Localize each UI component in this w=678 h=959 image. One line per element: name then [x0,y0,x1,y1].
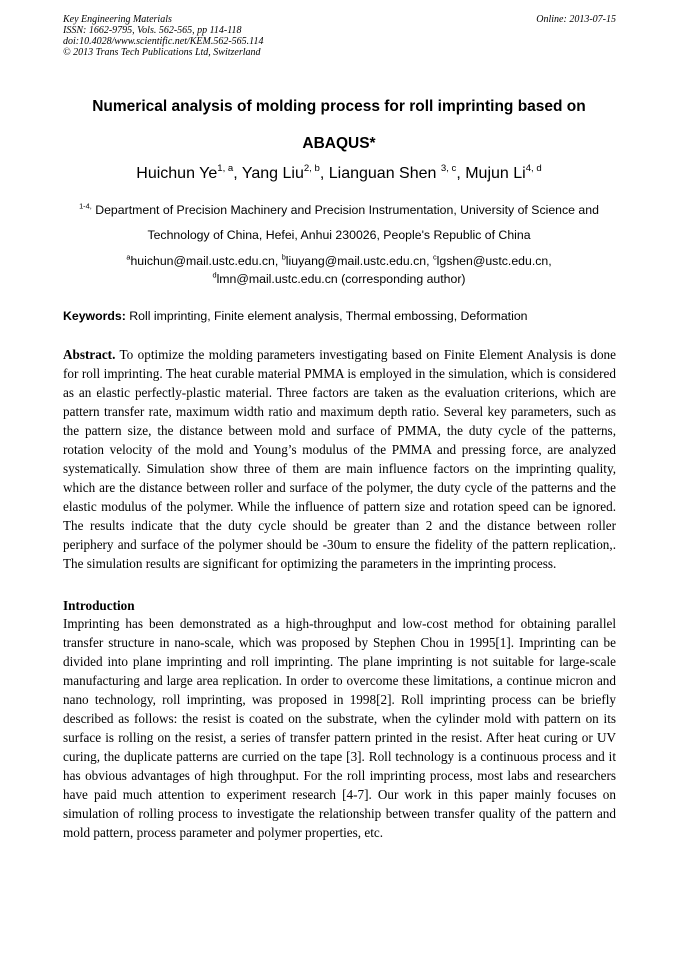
journal-name: Key Engineering Materials [63,14,172,25]
email-d: lmn@mail.ustc.edu.cn (corresponding author) [216,272,466,286]
title-line-2: ABAQUS* [302,135,376,152]
author-sep: , [319,165,329,182]
author-name: Lianguan Shen [328,165,441,182]
affiliation-line-1: Department of Precision Machinery and Precision Instrumentation, University of Science and [91,203,599,217]
copyright-line: © 2013 Trans Tech Publications Ltd, Switzerland [63,47,261,58]
abstract [63,345,616,573]
author-sup: 4, d [525,162,542,174]
author-sup: 1, a [217,162,234,174]
email-sup: a [126,252,131,262]
author-sup: 2, b [303,162,320,174]
affiliation [70,198,608,248]
email-sup: c [432,252,437,262]
keywords-label: Keywords: [63,309,126,323]
email-a: huichun@mail.ustc.edu.cn, [130,254,282,268]
email-list [70,252,608,288]
abstract-text: To optimize the molding parameters investigating based on Finite Element Analysis is done for roll imprinting. The heat curable material PMMA is employed in the simulation, which is considered as an elastic perfectly-plastic material. Three factors are taken as the evaluation criterions, which are pattern transfer rate, maximum width ratio and maximum depth ratio. Several key parameters, such as the pattern size, the distance between mold and surface of PMMA, the duty cycle of the patterns, rotation velocity of the mold and Young’s modulus of the PMMA and pressing force, are analyzed systematically. Simulation show three of them are main influence factors on the imprinting quality, which are the distance between roller and surface of the polymer, the duty cycle of the patterns and the elastic modulus of the polymer. While the influence of pattern size and rotation speed can be ignored. The results indicate that the duty cycle should be greater than 2 and the distance between roller periphery and surface of the polymer should be -30um to ensure the fidelity of the pattern replication,. The simulation results are significant for optimizing the parameters in the imprinting process. [63,347,616,571]
section-heading-introduction: Introduction [63,598,135,613]
author-name: Yang Liu [241,165,304,182]
author-list [0,164,678,184]
email-sup: d [212,270,217,280]
abstract-label: Abstract. [63,347,116,362]
affiliation-sup: 1-4, [79,201,92,211]
author-sep: , [456,165,466,182]
keywords-text: Roll imprinting, Finite element analysis, Thermal embossing, Deformation [125,309,528,323]
affiliation-line-2: Technology of China, Hefei, Anhui 230026, People's Republic of China [147,228,531,242]
author-name: Huichun Ye [136,165,218,182]
author-sup: 3, c [440,162,457,174]
author-sep: , [233,165,242,182]
introduction-text: Imprinting has been demonstrated as a high-throughput and low-cost method for obtaining parallel transfer structure in nano-scale, which was proposed by Stephen Chou in 1995[1]. Imprinting can be divided into plane imprinting and roll imprinting. The plane imprinting is not suitable for large-scale manufacturing and large area replication. In order to overcome these limitations, a continue micron and nano technology, roll imprinting, was proposed in 1998[2]. Roll imprinting process can be briefly described as follows: the resist is coated on the substrate, when the cylinder mold with pattern on its surface is rolling on the resist, a series of transfer pattern printed in the resist. After heat curing or UV curing, the duplicate patterns are curried on the tape [3]. Roll technology is a continuous process and it has obvious advantages of high throughput. For the roll imprinting process, most labs and researchers have paid much attention to experiment research [4-7]. Our work in this paper mainly focuses on simulation of rolling process to investigate the relationship between transfer quality of the pattern and mold pattern, process parameter and polymer properties, etc. [63,616,616,840]
journal-header [63,14,616,58]
issn-line: ISSN: 1662-9795, Vols. 562-565, pp 114-118 [63,25,242,36]
email-c: lgshen@ustc.edu.cn, [436,254,552,268]
author-name: Mujun Li [465,165,526,182]
keywords [63,308,616,324]
doi-line: doi:10.4028/www.scientific.net/KEM.562-565.114 [63,36,264,47]
online-date: Online: 2013-07-15 [536,14,616,25]
paper-title [50,88,628,162]
title-line-1: Numerical analysis of molding process for roll imprinting based on [92,98,586,115]
email-sup: b [281,252,286,262]
email-b: liuyang@mail.ustc.edu.cn, [285,254,433,268]
